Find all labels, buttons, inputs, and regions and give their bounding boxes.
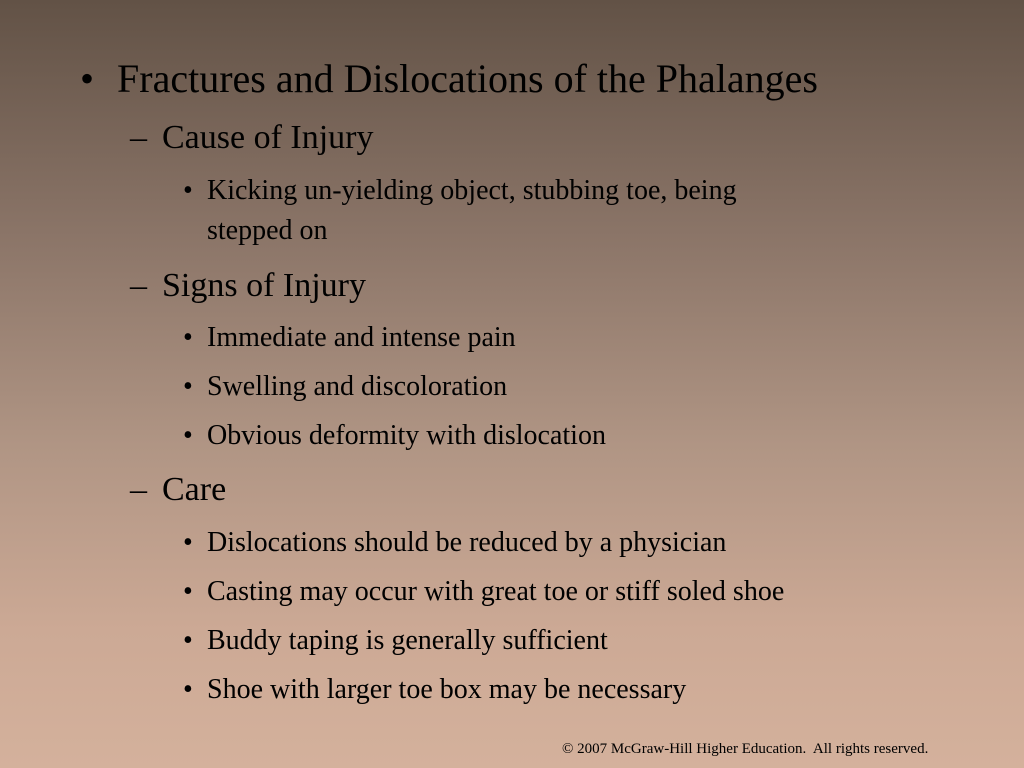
list-item-text: Obvious deformity with dislocation <box>207 420 606 451</box>
list-item-text: Immediate and intense pain <box>207 322 516 353</box>
dash-marker: – <box>130 471 147 508</box>
dash-marker: – <box>130 119 147 156</box>
title-bullet: • <box>80 56 95 101</box>
list-item-text: Dislocations should be reduced by a physician <box>207 527 727 558</box>
section-heading: Cause of Injury <box>162 119 374 156</box>
list-item-text: stepped on <box>207 215 328 246</box>
bullet-marker: • <box>183 420 193 451</box>
bullet-marker: • <box>183 322 193 353</box>
slide-title: Fractures and Dislocations of the Phalanges <box>117 56 818 101</box>
bullet-marker: • <box>183 674 193 705</box>
bullet-marker: • <box>183 371 193 402</box>
list-item-text: Casting may occur with great toe or stiff soled shoe <box>207 576 785 607</box>
section-heading: Care <box>162 471 227 508</box>
bullet-marker: • <box>183 625 193 656</box>
bullet-marker: • <box>183 527 193 558</box>
dash-marker: – <box>130 267 147 304</box>
list-item-text: Swelling and discoloration <box>207 371 508 402</box>
list-item-text: Shoe with larger toe box may be necessary <box>207 674 687 705</box>
section-heading: Signs of Injury <box>162 267 366 304</box>
bullet-marker: • <box>183 175 193 206</box>
list-item-text: Kicking un-yielding object, stubbing toe, being <box>207 175 737 206</box>
list-item-text: Buddy taping is generally sufficient <box>207 625 608 656</box>
copyright-footer: © 2007 McGraw-Hill Higher Education. All rights reserved. <box>562 741 929 757</box>
bullet-marker: • <box>183 576 193 607</box>
